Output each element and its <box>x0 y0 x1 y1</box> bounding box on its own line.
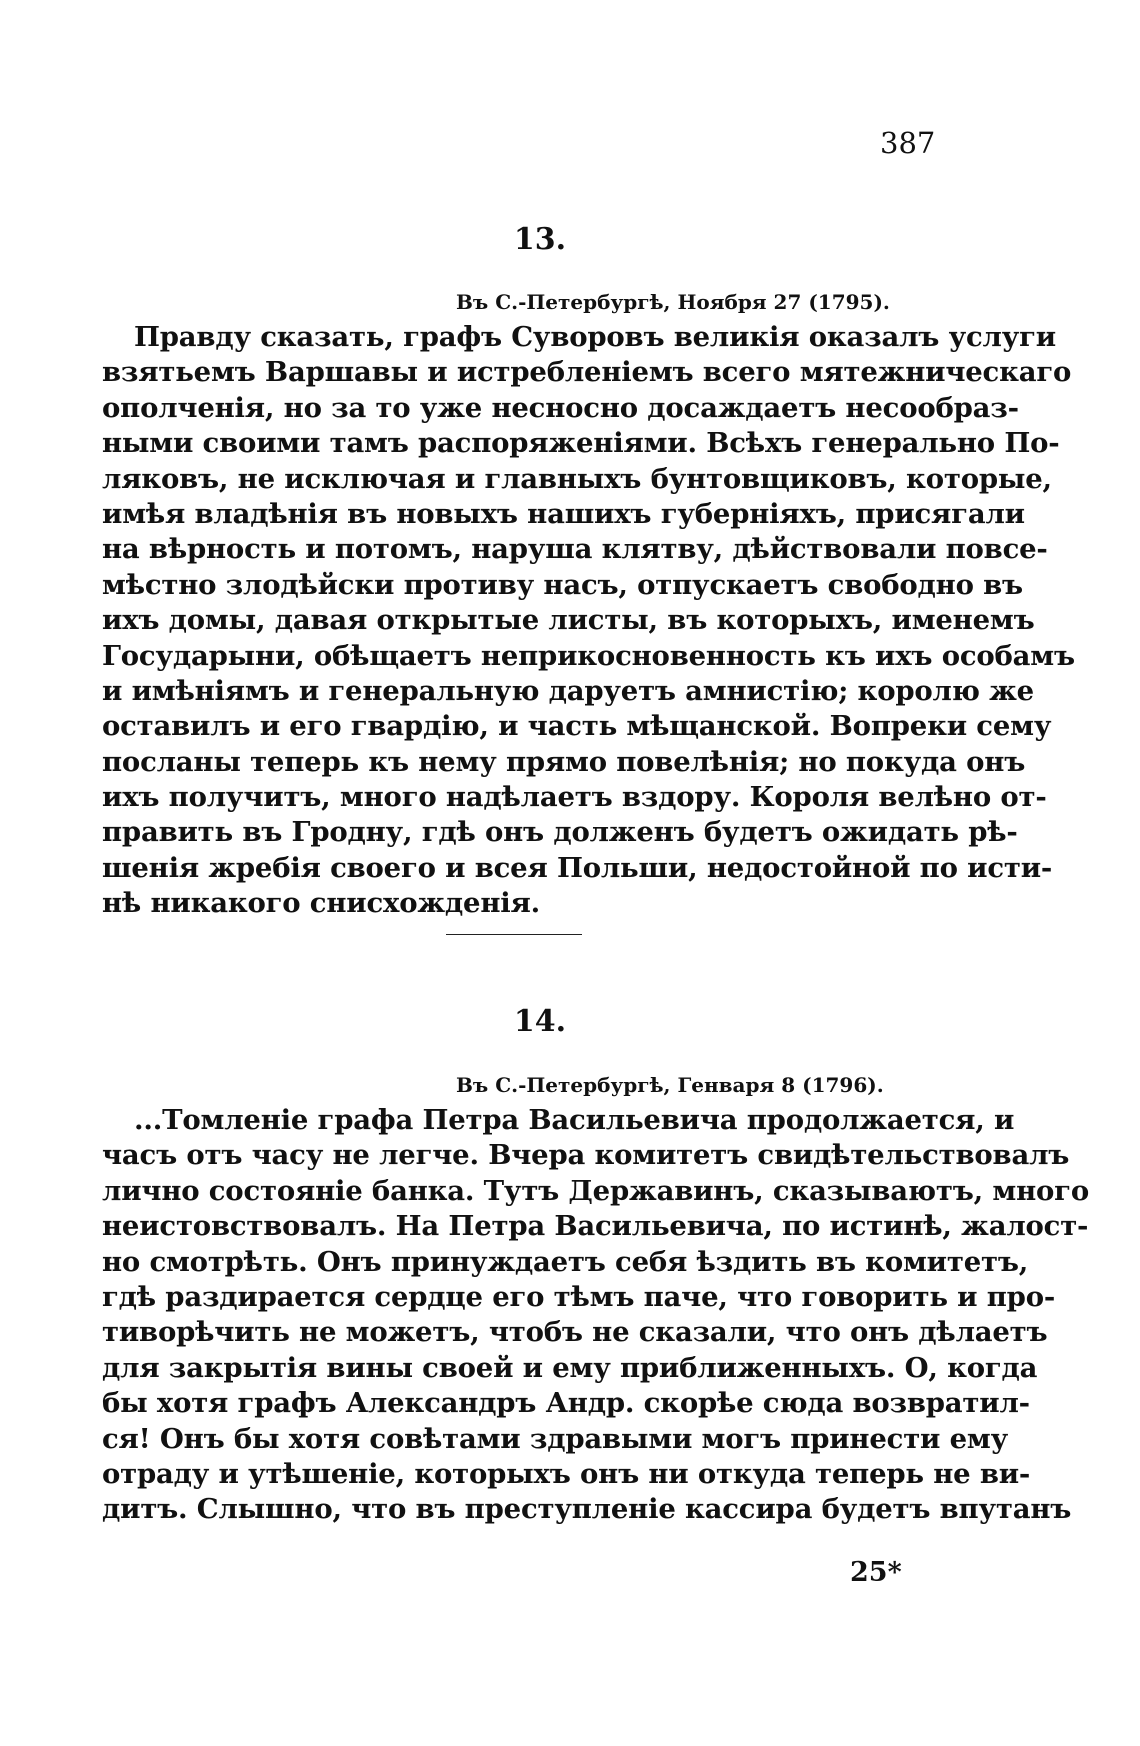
dateline: Въ С.-Петербургѣ, Ноября 27 (1795). <box>456 290 890 314</box>
text-line: ихъ получитъ, много надѣлаетъ вздору. Короля велѣно от- <box>102 781 1047 814</box>
text-line: отраду и утѣшеніе, которыхъ онъ ни откуда теперь не ви- <box>102 1457 1031 1490</box>
text-line: но смотрѣть. Онъ принуждаетъ себя ѣздить въ комитетъ, <box>102 1245 1029 1278</box>
text-line: гдѣ раздирается сердце его тѣмъ паче, что говорить и про- <box>102 1280 1056 1313</box>
page-number: 387 <box>880 126 936 160</box>
text-line: ...Томленіе графа Петра Васильевича продолжается, и <box>134 1104 1015 1136</box>
text-line: лично состояніе банка. Тутъ Державинъ, сказываютъ, много <box>102 1174 1089 1207</box>
text-line: на вѣрность и потомъ, наруша клятву, дѣйствовали повсе- <box>102 533 1048 566</box>
text-line: для закрытія вины своей и ему приближенныхъ. О, когда <box>102 1351 1038 1384</box>
text-line: Правду сказать, графъ Суворовъ великія оказалъ услуги <box>134 321 1056 353</box>
letter-body <box>102 320 1075 922</box>
text-line: мѣстно злодѣйски противу насъ, отпускаетъ свободно въ <box>102 568 1023 601</box>
text-line: тиворѣчить не можетъ, чтобъ не сказали, что онъ дѣлаетъ <box>102 1316 1048 1349</box>
text-line: и имѣніямъ и генеральную даруетъ амнистію; королю же <box>102 674 1034 707</box>
section-number: 13. <box>513 222 567 257</box>
text-line: взятьемъ Варшавы и истребленіемъ всего мятежническаго <box>102 356 1072 389</box>
text-line: ихъ домы, давая открытые листы, въ которыхъ, именемъ <box>102 604 1035 637</box>
text-line: дитъ. Слышно, что въ преступленіе кассира будетъ впутанъ <box>102 1493 1072 1526</box>
text-line: неистовствовалъ. На Петра Васильевича, по истинѣ, жалост- <box>102 1210 1089 1243</box>
text-line: шенія жребія своего и всея Польши, недостойной по исти- <box>102 851 1053 884</box>
dateline: Въ С.-Петербургѣ, Генваря 8 (1796). <box>456 1073 884 1097</box>
text-line: править въ Гродну, гдѣ онъ долженъ будетъ ожидать рѣ- <box>102 816 1018 849</box>
text-line: бы хотя графъ Александръ Андр. скорѣе сюда возвратил- <box>102 1387 1030 1420</box>
text-line: ными своими тамъ распоряженіями. Всѣхъ генерально По- <box>102 427 1060 460</box>
text-line: ополченія, но за то уже несносно досаждаетъ несообраз- <box>102 391 1019 424</box>
text-line: имѣя владѣнія въ новыхъ нашихъ губерніяхъ, присягали <box>102 497 1025 530</box>
text-line: часъ отъ часу не легче. Вчера комитетъ свидѣтельствовалъ <box>102 1139 1070 1172</box>
text-line: ляковъ, не исключая и главныхъ бунтовщиковъ, которые, <box>102 462 1052 495</box>
text-line: оставилъ и его гвардію, и часть мѣщанской. Вопреки сему <box>102 710 1052 743</box>
signature-mark: 25* <box>850 1557 902 1588</box>
section-number: 14. <box>513 1004 567 1039</box>
text-line: ся! Онъ бы хотя совѣтами здравыми могъ принести ему <box>102 1422 1008 1455</box>
section-divider <box>446 934 582 935</box>
text-line: посланы теперь къ нему прямо повелѣнія; но покуда онъ <box>102 745 1026 778</box>
text-line: нѣ никакого снисхожденія. <box>102 887 541 920</box>
text-line: Государыни, обѣщаетъ неприкосновенность къ ихъ особамъ <box>102 639 1075 672</box>
letter-body <box>102 1103 1089 1528</box>
